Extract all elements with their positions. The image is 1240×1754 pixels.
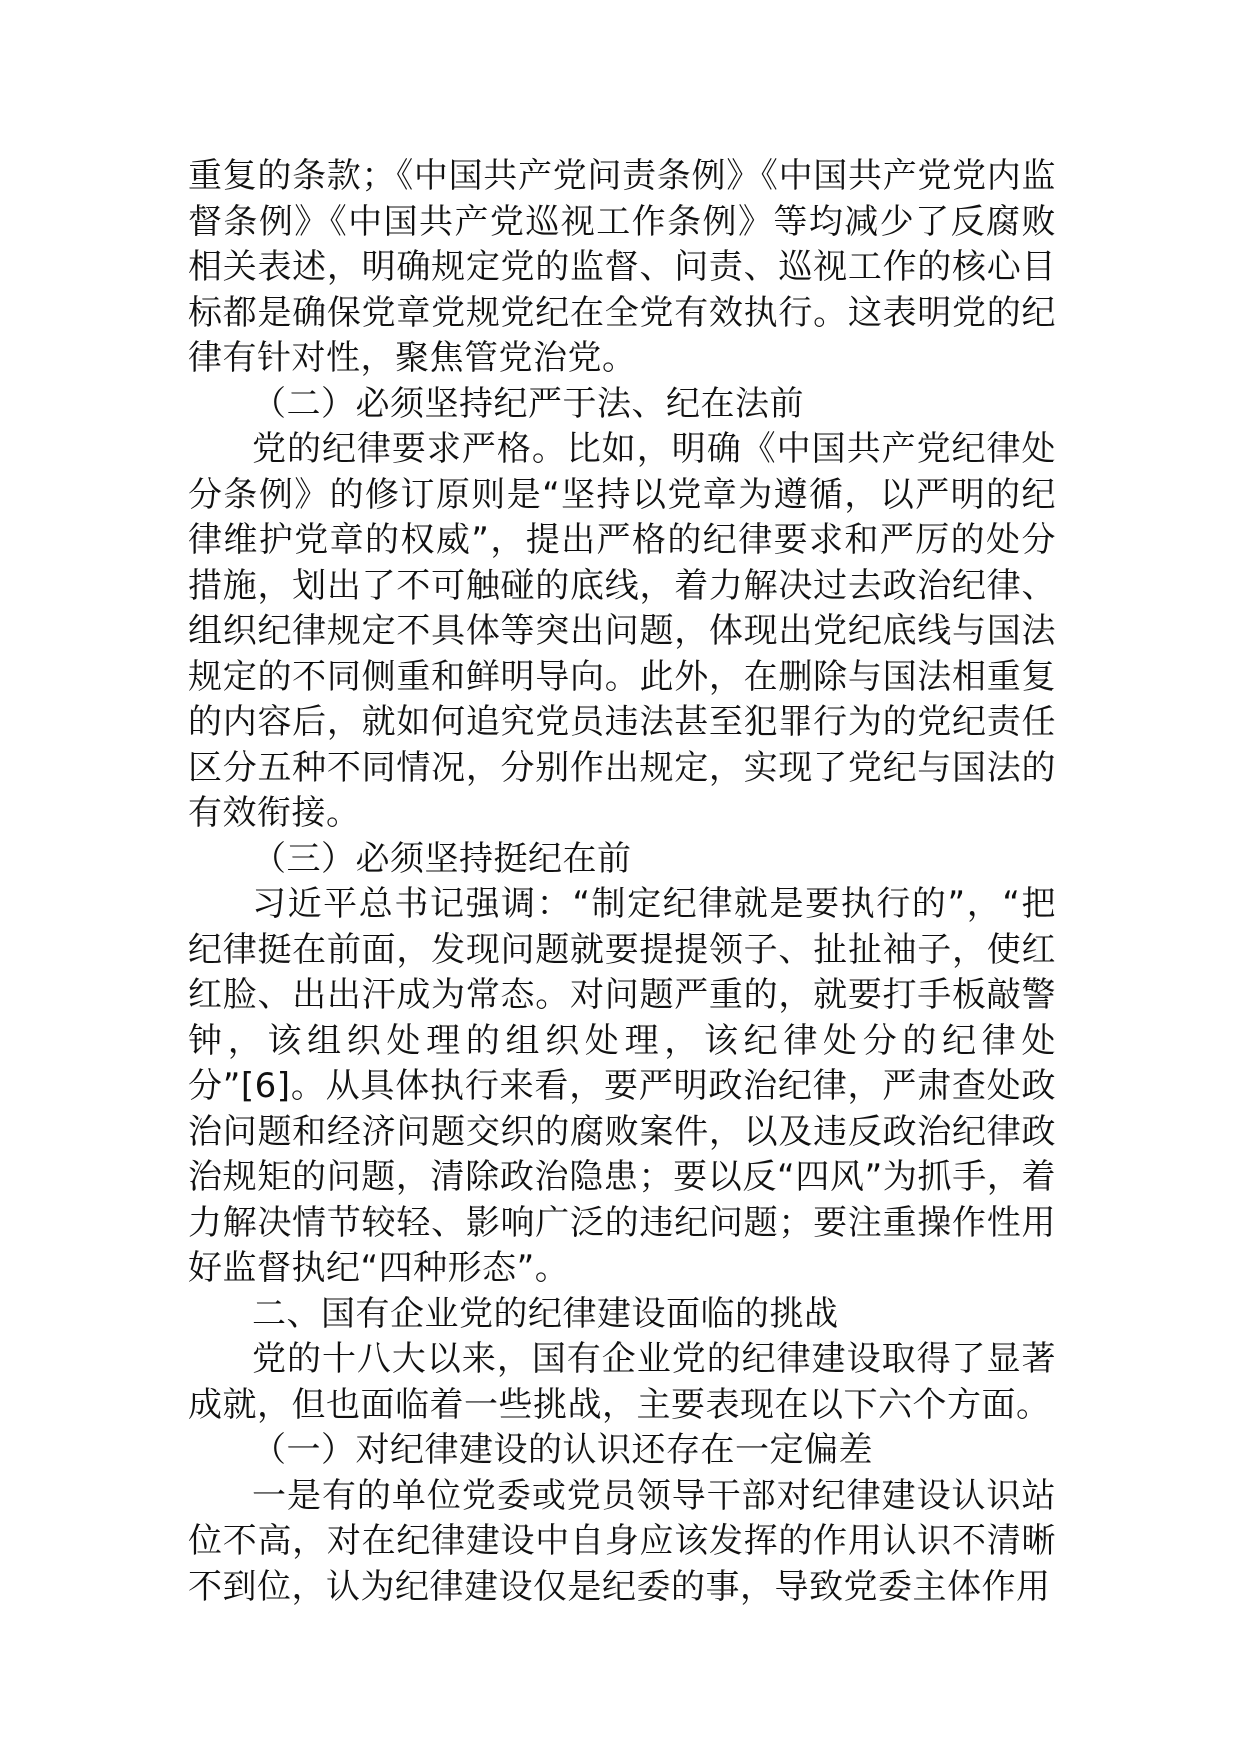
paragraph-continued: 重复的条款；《中国共产党问责条例》《中国共产党党内监督条例》《中国共产党巡视工作条例》等均减少了反腐败相关表述，明确规定党的监督、问责、巡视工作的核心目标都是确保党章党规党纪在全党有效执行。这表明党的纪律有针对性，聚焦管党治党。: [188, 156, 1056, 378]
paragraph: 党的十八大以来，国有企业党的纪律建设取得了显著成就，但也面临着一些挑战，主要表现在以下六个方面。: [188, 1339, 1056, 1425]
chapter-heading: 二、国有企业党的纪律建设面临的挑战: [252, 1293, 839, 1334]
section-heading-1: （一）对纪律建设的认识还存在一定偏差: [252, 1430, 873, 1470]
section-heading-3: （三）必须坚持挺纪在前: [252, 838, 632, 879]
paragraph: 党的纪律要求严格。比如，明确《中国共产党纪律处分条例》的修订原则是“坚持以党章为遵循，以严明的纪律维护党章的权威”，提出严格的纪律要求和严厉的处分措施，划出了不可触碰的底线，着力解决过去政治纪律、组织纪律规定不具体等突出问题，体现出党纪底线与国法规定的不同侧重和鲜明导向。此外，在删除与国法相重复的内容后，就如何追究党员违法甚至犯罪行为的党纪责任区分五种不同情况，分别作出规定，实现了党纪与国法的有效衔接。: [188, 429, 1056, 833]
paragraph: 一是有的单位党委或党员领导干部对纪律建设认识站位不高，对在纪律建设中自身应该发挥的作用认识不清晰不到位，认为纪律建设仅是纪委的事，导致党委主体作用: [188, 1475, 1056, 1607]
section-heading-2: （二）必须坚持纪严于法、纪在法前: [252, 383, 804, 424]
document-body: [188, 154, 1056, 1610]
paragraph: 习近平总书记强调：“制定纪律就是要执行的”，“把纪律挺在前面，发现问题就要提提领子、扯扯袖子，使红红脸、出出汗成为常态。对问题严重的，就要打手板敲警钟，该组织处理的组织处理，该纪律处分的纪律处分”[6]。从具体执行来看，要严明政治纪律，严肃查处政治问题和经济问题交织的腐败案件，以及违反政治纪律政治规矩的问题，清除政治隐患；要以反“四风”为抓手，着力解决情节较轻、影响广泛的违纪问题；要注重操作性用好监督执纪“四种形态”。: [188, 884, 1056, 1288]
